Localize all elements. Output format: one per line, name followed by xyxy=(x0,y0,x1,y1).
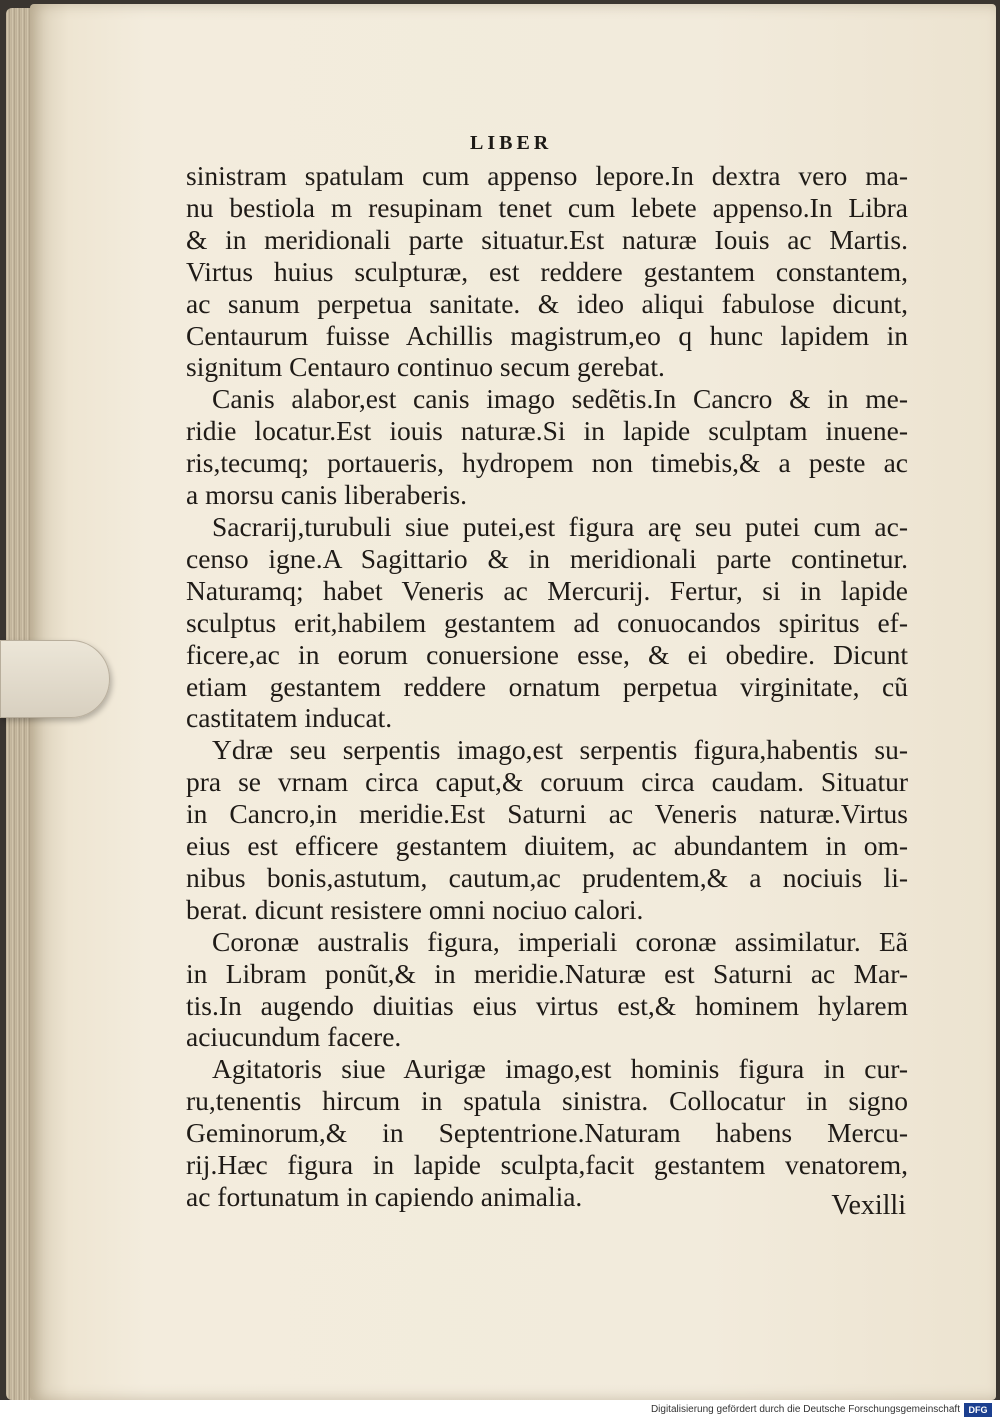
text-line: in Libram ponũt,& in meridie.Naturæ est Saturni ac Mar- xyxy=(186,957,908,989)
paper-bookmark-tab xyxy=(0,640,110,718)
text-block xyxy=(186,160,908,1213)
text-line: ru,tenentis hircum in spatula sinistra. Collocatur in signo xyxy=(186,1085,908,1117)
text-line: pra se vrnam circa caput,& coruum circa caudam. Situatur xyxy=(186,766,908,798)
text-line: tis.In augendo diuitias eius virtus est,& hominem hylarem xyxy=(186,989,908,1021)
text-line: Coronæ australis figura, imperiali coronæ assimilatur. Eã xyxy=(212,925,908,957)
text-line: sinistram spatulam cum appenso lepore.In dextra vero ma- xyxy=(186,160,908,191)
text-line: ac sanum perpetua sanitate. & ideo aliqui fabulose dicunt, xyxy=(186,287,908,319)
text-line: ris,tecumq; portaueris, hydropem non timebis,& a peste ac xyxy=(186,447,908,479)
text-line: signitum Centauro continuo secum gerebat. xyxy=(186,351,665,383)
text-line: ridie locatur.Est iouis naturæ.Si in lapide sculptam inuene- xyxy=(186,415,908,447)
text-line: ficere,ac in eorum conuersione esse, & ei obedire. Dicunt xyxy=(186,638,908,670)
text-line: Canis alabor,est canis imago sedẽtis.In Cancro & in me- xyxy=(212,383,908,415)
text-line: Ydræ seu serpentis imago,est serpentis figura,habentis su- xyxy=(212,734,908,766)
text-line: sculptus erit,habilem gestantem ad conuocandos spiritus ef- xyxy=(186,606,908,638)
text-line: aciucundum facere. xyxy=(186,1021,402,1053)
text-line: ac fortunatum in capiendo animalia. xyxy=(186,1181,583,1212)
footer-bar xyxy=(0,1400,1000,1420)
text-line: Agitatoris siue Aurigæ imago,est hominis figura in cur- xyxy=(212,1053,908,1085)
text-line: Sacrarij,turubuli siue putei,est figura arę seu putei cum ac- xyxy=(212,510,908,542)
text-line: a morsu canis liberaberis. xyxy=(186,479,468,511)
catchword: Vexilli xyxy=(831,1190,906,1221)
text-line: Centaurum fuisse Achillis magistrum,eo q hunc lapidem in xyxy=(186,319,908,351)
text-line: eius est efficere gestantem diuitem, ac abundantem in om- xyxy=(186,830,908,862)
text-line: & in meridionali parte situatur.Est naturæ Iouis ac Martis. xyxy=(186,223,908,255)
text-line: Geminorum,& in Septentrione.Naturam habens Mercu- xyxy=(186,1117,908,1149)
text-line: nibus bonis,astutum, cautum,ac prudentem,& a nociuis li- xyxy=(186,861,908,893)
dfg-logo-icon: DFG xyxy=(964,1403,992,1417)
footer-credit: Digitalisierung gefördert durch die Deutsche Forschungsgemeinschaft xyxy=(650,1404,960,1415)
text-line: censo igne.A Sagittario & in meridionali parte continetur. xyxy=(186,542,908,574)
text-line: Naturamq; habet Veneris ac Mercurij. Fertur, si in lapide xyxy=(186,574,908,606)
text-line: berat. dicunt resistere omni nociuo calori. xyxy=(186,893,644,925)
running-head: LIBER xyxy=(470,132,553,154)
text-line: Virtus huius sculpturæ, est reddere gestantem constantem, xyxy=(186,255,908,287)
text-line: castitatem inducat. xyxy=(186,702,393,734)
text-line: nu bestiola m resupinam tenet cum lebete appenso.In Libra xyxy=(186,191,908,223)
text-line: in Cancro,in meridie.Est Saturni ac Veneris naturæ.Virtus xyxy=(186,798,908,830)
text-line: etiam gestantem reddere ornatum perpetua virginitate, cũ xyxy=(186,670,908,702)
text-line: rij.Hæc figura in lapide sculpta,facit gestantem venatorem, xyxy=(186,1149,908,1181)
